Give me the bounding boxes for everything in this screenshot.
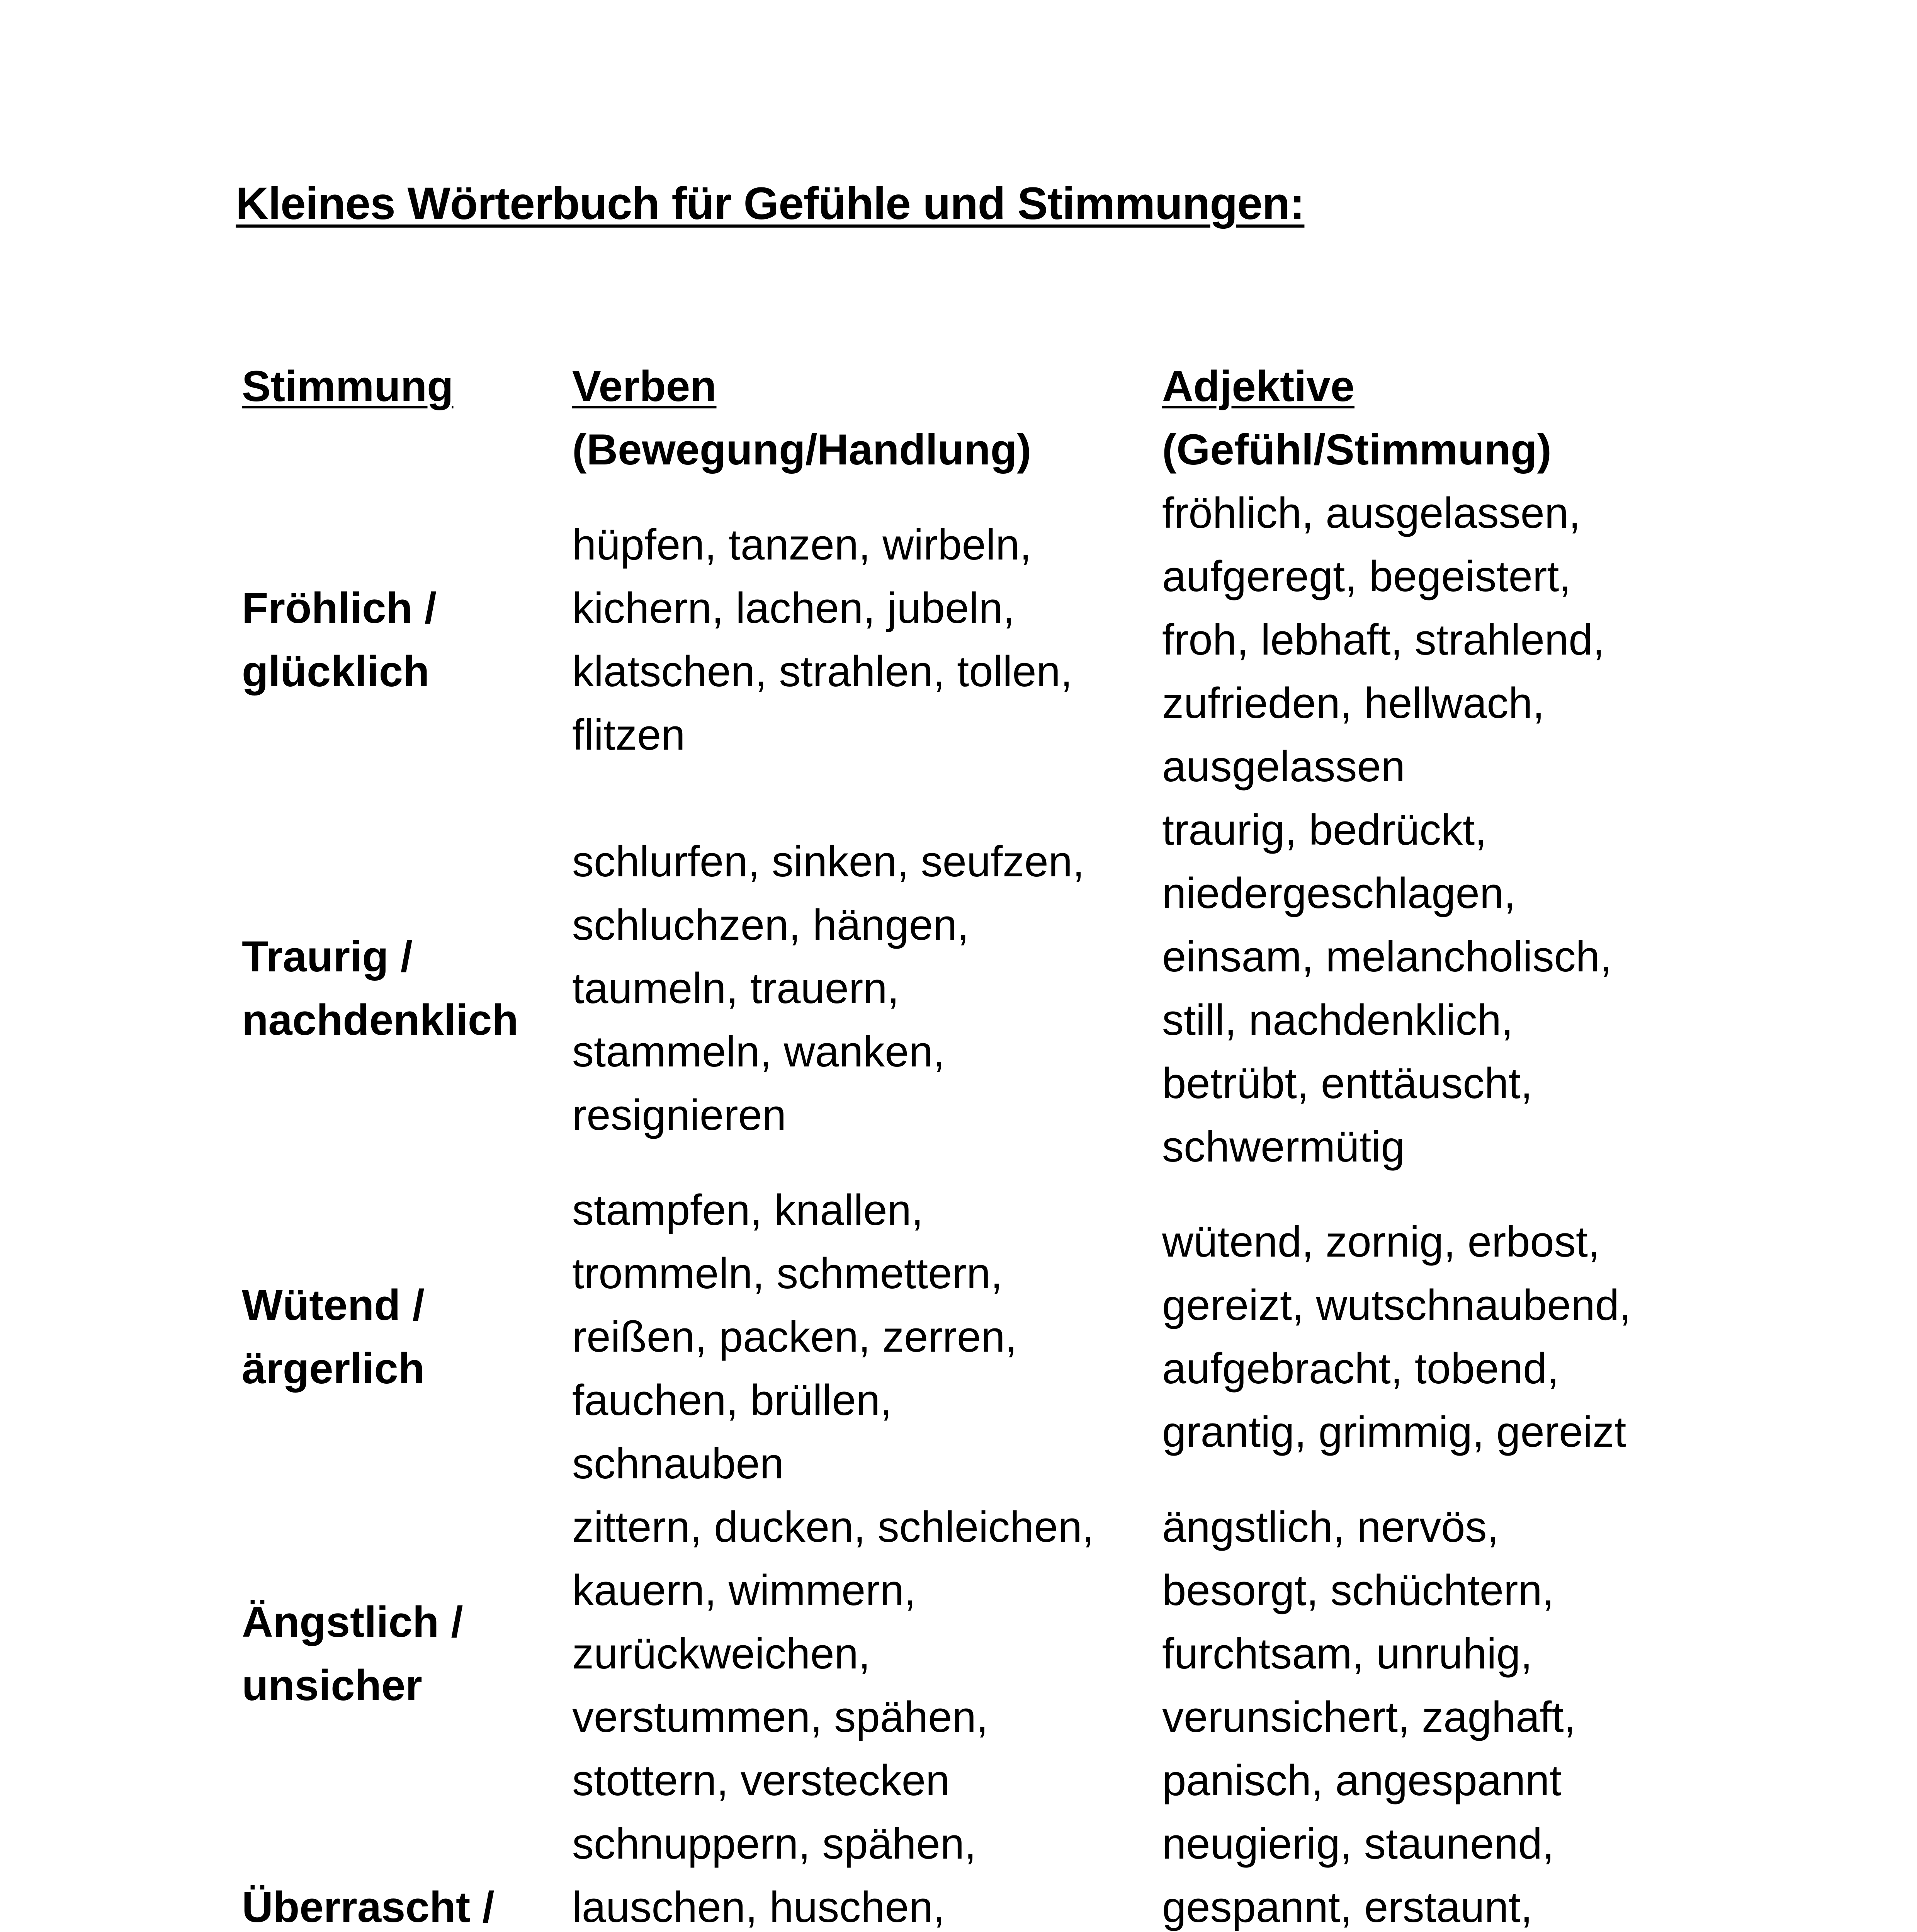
verbs-cell-line: flitzen	[572, 711, 685, 759]
adjectives-cell-line: fröhlich, ausgelassen,	[1162, 489, 1581, 537]
table-row	[242, 1179, 1742, 1495]
table-header-row	[242, 355, 1742, 481]
mood-cell	[242, 481, 572, 798]
column-header-adjectives-label: Adjektive	[1162, 362, 1354, 410]
column-header-verbs	[572, 355, 1162, 481]
mood-cell-line: Wütend /	[242, 1281, 425, 1329]
mood-cell-line: Traurig /	[242, 932, 413, 981]
verbs-cell-line: zittern, ducken, schleichen,	[572, 1503, 1094, 1551]
verbs-cell-line: schluchzen, hängen,	[572, 901, 969, 949]
adjectives-cell-line: ausgelassen	[1162, 742, 1405, 791]
verbs-cell	[572, 481, 1162, 798]
column-header-adjectives	[1162, 355, 1742, 481]
mood-cell-line: nachdenklich	[242, 996, 518, 1044]
adjectives-cell-line: verunsichert, zaghaft,	[1162, 1693, 1576, 1741]
column-header-verbs-label: Verben	[572, 362, 717, 410]
mood-cell-line: Überrascht /	[242, 1883, 495, 1931]
verbs-cell-line: fauchen, brüllen,	[572, 1376, 892, 1424]
adjectives-cell-line: panisch, angespannt	[1162, 1756, 1562, 1804]
adjectives-cell-line: furchtsam, unruhig,	[1162, 1629, 1533, 1678]
adjectives-cell-line: zufrieden, hellwach,	[1162, 679, 1545, 727]
adjectives-cell-line: gespannt, erstaunt,	[1162, 1883, 1533, 1931]
adjectives-cell-line: aufgebracht, tobend,	[1162, 1344, 1559, 1393]
verbs-cell-line: schlurfen, sinken, seufzen,	[572, 837, 1085, 886]
verbs-cell-line: klatschen, strahlen, tollen,	[572, 647, 1072, 696]
verbs-cell-line: resignieren	[572, 1091, 787, 1139]
table-row	[242, 798, 1742, 1179]
mood-cell	[242, 1179, 572, 1495]
mood-cell-line: unsicher	[242, 1661, 422, 1709]
verbs-cell-line: zurückweichen,	[572, 1629, 870, 1678]
verbs-cell-line: verstummen, spähen,	[572, 1693, 988, 1741]
verbs-cell-line: lauschen, huschen,	[572, 1883, 945, 1931]
adjectives-cell-line: niedergeschlagen,	[1162, 869, 1516, 917]
column-header-adjectives-subtitle: (Gefühl/Stimmung)	[1162, 425, 1552, 474]
adjectives-cell-line: froh, lebhaft, strahlend,	[1162, 616, 1605, 664]
mood-cell-line: ärgerlich	[242, 1344, 425, 1393]
mood-cell	[242, 798, 572, 1179]
verbs-cell-line: kichern, lachen, jubeln,	[572, 584, 1015, 632]
adjectives-cell-line: grantig, grimmig, gereizt	[1162, 1408, 1626, 1456]
verbs-cell-line: stampfen, knallen,	[572, 1186, 923, 1234]
verbs-cell-line: trommeln, schmettern,	[572, 1249, 1003, 1298]
table-row	[242, 1812, 1742, 1932]
column-header-mood	[242, 355, 572, 481]
verbs-cell	[572, 1179, 1162, 1495]
mood-cell-line: glücklich	[242, 647, 430, 696]
verbs-cell	[572, 1812, 1162, 1932]
page-title: Kleines Wörterbuch für Gefühle und Stimmungen:	[236, 178, 1305, 229]
adjectives-cell	[1162, 1179, 1742, 1495]
column-header-verbs-subtitle: (Bewegung/Handlung)	[572, 425, 1032, 474]
verbs-cell	[572, 1495, 1162, 1812]
verbs-cell-line: stottern, verstecken	[572, 1756, 950, 1804]
adjectives-cell-line: betrübt, enttäuscht,	[1162, 1059, 1533, 1107]
verbs-cell-line: stammeln, wanken,	[572, 1027, 945, 1076]
adjectives-cell-line: wütend, zornig, erbost,	[1162, 1218, 1600, 1266]
adjectives-cell-line: traurig, bedrückt,	[1162, 806, 1487, 854]
verbs-cell-line: kauern, wimmern,	[572, 1566, 916, 1614]
adjectives-cell-line: gereizt, wutschnaubend,	[1162, 1281, 1631, 1329]
adjectives-cell	[1162, 481, 1742, 798]
adjectives-cell	[1162, 798, 1742, 1179]
feelings-dictionary-table	[242, 355, 1742, 1932]
verbs-cell	[572, 798, 1162, 1179]
verbs-cell-line: schnauben	[572, 1439, 784, 1488]
verbs-cell-line: taumeln, trauern,	[572, 964, 899, 1012]
mood-cell	[242, 1495, 572, 1812]
adjectives-cell-line: ängstlich, nervös,	[1162, 1503, 1499, 1551]
adjectives-cell-line: neugierig, staunend,	[1162, 1820, 1554, 1868]
adjectives-cell-line: einsam, melancholisch,	[1162, 932, 1612, 981]
adjectives-cell-line: besorgt, schüchtern,	[1162, 1566, 1554, 1614]
mood-cell	[242, 1812, 572, 1932]
adjectives-cell	[1162, 1495, 1742, 1812]
verbs-cell-line: schnuppern, spähen,	[572, 1820, 977, 1868]
table-row	[242, 481, 1742, 798]
adjectives-cell	[1162, 1812, 1742, 1932]
column-header-mood-label: Stimmung	[242, 362, 454, 410]
mood-cell-line: Ängstlich /	[242, 1598, 463, 1646]
adjectives-cell-line: aufgeregt, begeistert,	[1162, 552, 1571, 600]
adjectives-cell-line: schwermütig	[1162, 1122, 1405, 1171]
adjectives-cell-line: still, nachdenklich,	[1162, 996, 1513, 1044]
table-row	[242, 1495, 1742, 1812]
verbs-cell-line: hüpfen, tanzen, wirbeln,	[572, 520, 1032, 569]
mood-cell-line: Fröhlich /	[242, 584, 437, 632]
verbs-cell-line: reißen, packen, zerren,	[572, 1313, 1017, 1361]
